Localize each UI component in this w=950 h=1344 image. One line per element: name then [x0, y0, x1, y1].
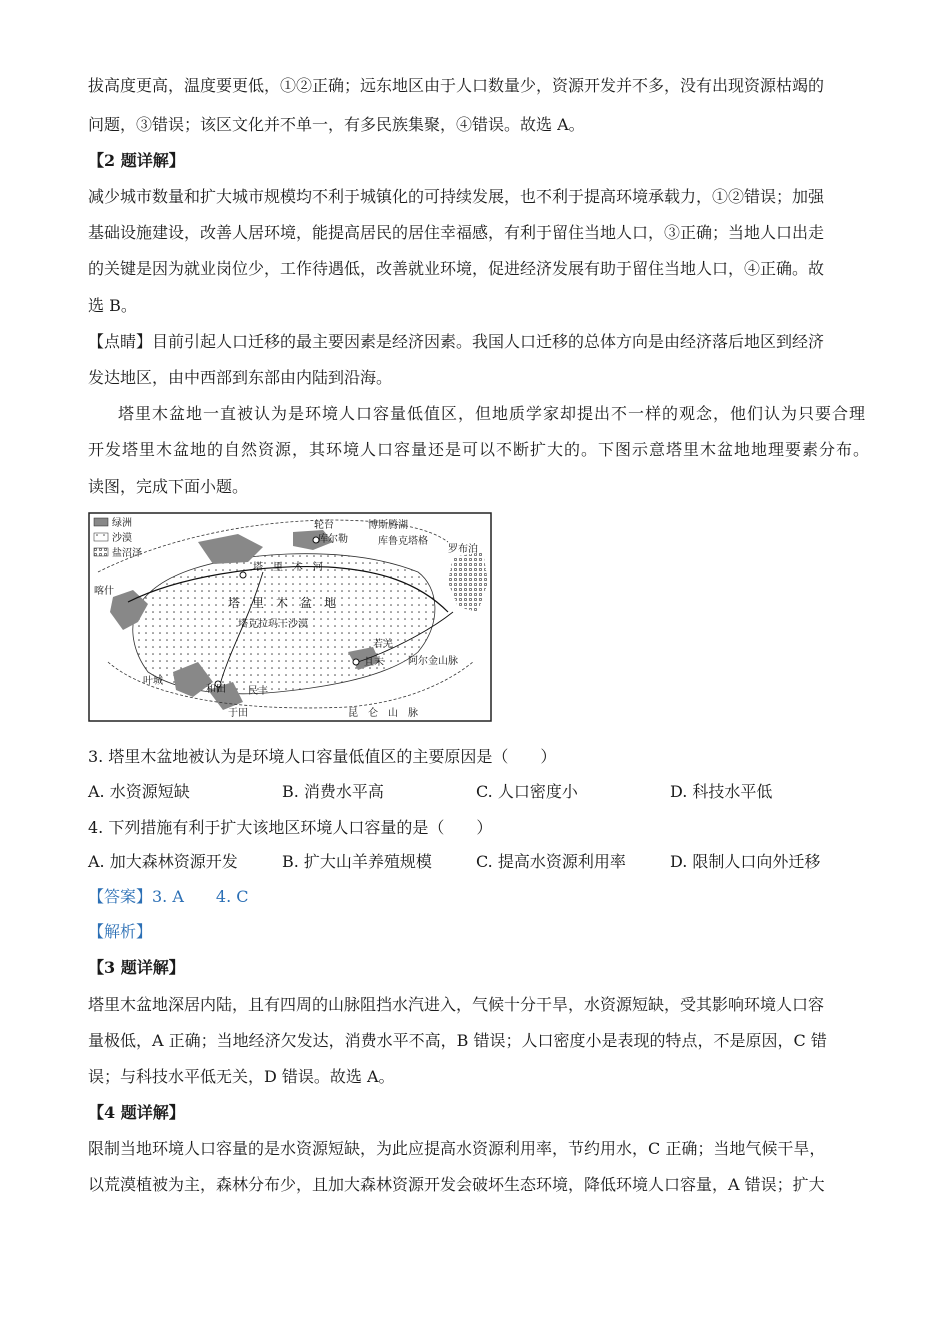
map-label: 叶城	[143, 676, 163, 687]
tip-line: 【点睛】目前引起人口迁移的最主要因素是经济因素。我国人口迁移的总体方向是由经济落后地区到经济	[88, 332, 825, 351]
q3-option-a[interactable]: A. 水资源短缺	[88, 782, 190, 801]
text-line: 发达地区，由中西部到东部由内陆到沿海。	[88, 368, 393, 387]
question-intro: 读图，完成下面小题。	[88, 477, 249, 496]
section-heading: 【2 题详解】	[88, 151, 185, 170]
text-line: 限制当地环境人口容量的是水资源短缺，为此应提高水资源利用率，节约用水，C 正确；当地气候干旱，	[88, 1139, 826, 1158]
text-line: 拔高度更高，温度要更低，①②正确；远东地区由于人口数量少，资源开发并不多，没有出现资源枯竭的	[88, 76, 825, 95]
question-4: 4. 下列措施有利于扩大该地区环境人口容量的是（ ）	[88, 818, 493, 837]
answer-line: 【答案】3. A 4. C	[88, 887, 249, 906]
text-line: 误；与科技水平低无关，D 错误。故选 A。	[88, 1067, 395, 1086]
map-label: 昆 仑 山 脉	[348, 708, 418, 719]
question-3: 3. 塔里木盆地被认为是环境人口容量低值区的主要原因是（ ）	[88, 747, 557, 766]
map-label: 塔克拉玛干沙漠	[238, 619, 308, 630]
q3-option-c[interactable]: C. 人口密度小	[476, 782, 578, 801]
tarim-basin-map	[88, 512, 492, 722]
map-label: 若羌	[373, 639, 393, 650]
map-label: 罗布泊	[448, 544, 478, 555]
legend-swatch-oasis	[94, 518, 108, 526]
q3-option-d[interactable]: D. 科技水平低	[670, 782, 773, 801]
map-label: 博斯腾湖	[368, 520, 408, 531]
text-line: 量极低，A 正确；当地经济欠发达，消费水平不高，B 错误；人口密度小是表现的特点，不是原因，C 错	[88, 1031, 827, 1050]
text-line: 问题，③错误；该区文化并不单一，有多民族集聚，④错误。故选 A。	[88, 115, 585, 134]
text-line: 基础设施建设，改善人居环境，能提高居民的居住幸福感，有利于留住当地人口，③正确；当地人口出走	[88, 223, 825, 242]
map-label: 库鲁克塔格	[378, 536, 428, 547]
text-line: 以荒漠植被为主，森林分布少，且加大森林资源开发会破坏生态环境，降低环境人口容量，A 错误；扩大	[88, 1175, 825, 1194]
legend-swatch-desert	[94, 533, 108, 541]
question-intro: 开发塔里木盆地的自然资源，其环境人口容量还是可以不断扩大的。下图示意塔里木盆地地理要素分布。	[88, 440, 871, 459]
q4-option-a[interactable]: A. 加大森林资源开发	[88, 852, 238, 871]
section-heading: 【4 题详解】	[88, 1103, 185, 1122]
map-label: 塔 里 木 盆 地	[228, 596, 337, 610]
text-line: 选 B。	[88, 296, 137, 315]
map-label: 和田	[206, 684, 226, 695]
section-heading: 【3 题详解】	[88, 958, 185, 977]
q4-option-d[interactable]: D. 限制人口向外迁移	[670, 852, 821, 871]
map-label: 喀什	[94, 586, 114, 597]
q3-option-b[interactable]: B. 消费水平高	[282, 782, 384, 801]
city-marker	[353, 659, 359, 665]
legend-oasis: 绿洲	[112, 518, 132, 529]
legend-marsh: 盐沼泽	[112, 548, 142, 559]
legend-desert: 沙漠	[112, 533, 132, 544]
map-label: 且末	[364, 657, 384, 668]
map-label: 阿尔金山脉	[408, 656, 458, 667]
map-label: 于田	[228, 708, 248, 719]
map-label: 库尔勒	[318, 534, 348, 545]
question-intro: 塔里木盆地一直被认为是环境人口容量低值区，但地质学家却提出不一样的观念，他们认为只要合理	[118, 404, 867, 423]
text-line: 塔里木盆地深居内陆，且有四周的山脉阻挡水汽进入，气候十分干旱，水资源短缺，受其影响环境人口容	[88, 995, 825, 1014]
text-line: 的关键是因为就业岗位少，工作待遇低，改善就业环境，促进经济发展有助于留住当地人口，④正确。故	[88, 259, 825, 278]
q4-option-b[interactable]: B. 扩大山羊养殖规模	[282, 852, 432, 871]
q4-option-c[interactable]: C. 提高水资源利用率	[476, 852, 626, 871]
map-label: 民丰	[248, 686, 268, 697]
map-label: 塔 里 木 河	[253, 562, 323, 573]
map-label: 轮台	[314, 520, 334, 531]
city-marker	[240, 572, 246, 578]
text-line: 减少城市数量和扩大城市规模均不利于城镇化的可持续发展，也不利于提高环境承载力，①②错误；加强	[88, 187, 825, 206]
analysis-heading: 【解析】	[88, 922, 153, 941]
legend-swatch-marsh	[94, 548, 108, 556]
